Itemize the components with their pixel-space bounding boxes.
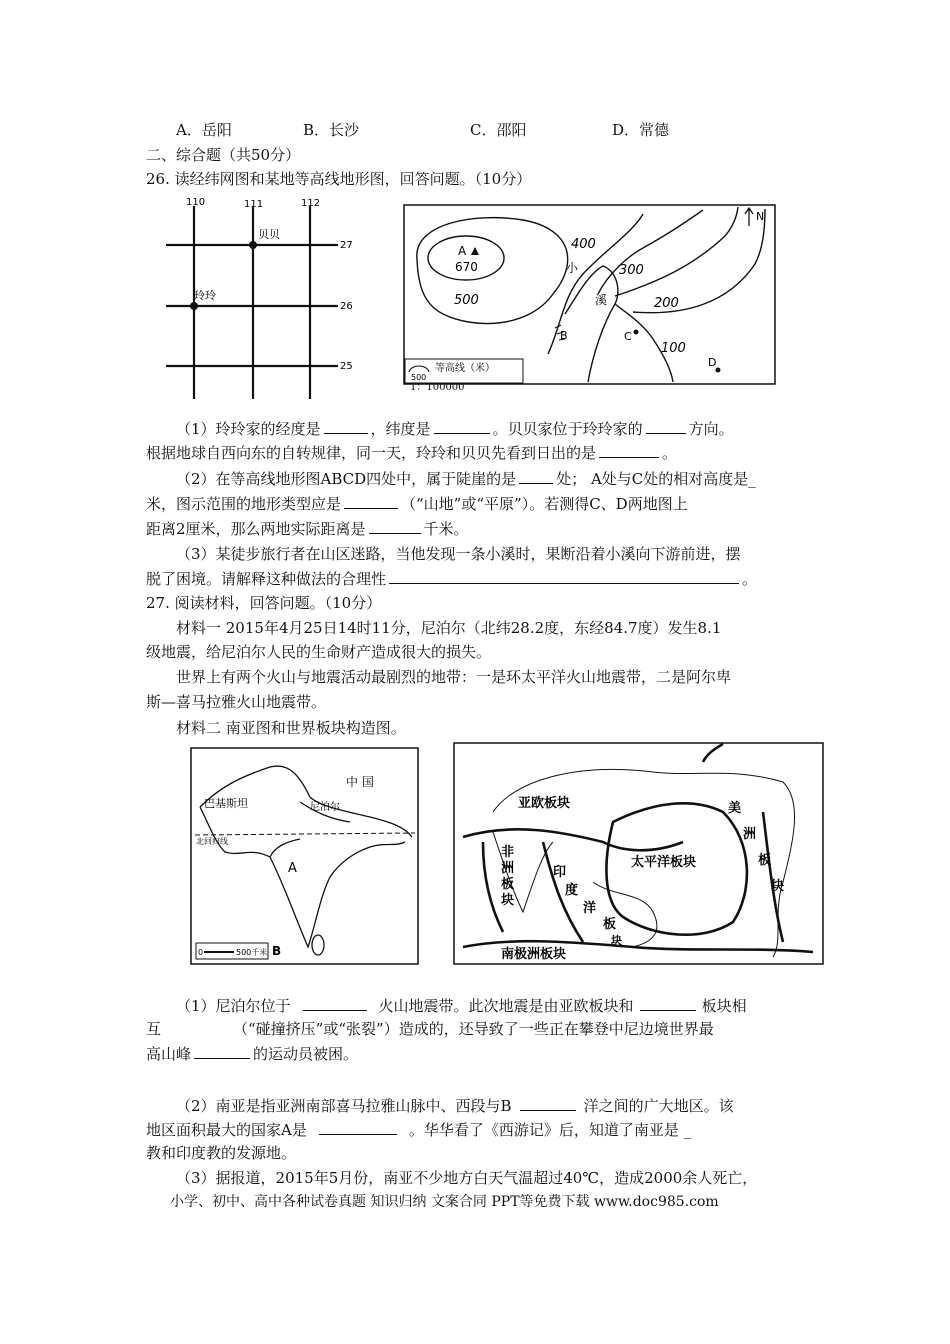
contour-500: 500: [454, 293, 479, 308]
label-america-3: 板: [758, 853, 772, 868]
label-africa-2: 洲: [501, 861, 515, 876]
beibei-label: 贝贝: [258, 228, 280, 241]
lat-label-25: 25: [340, 361, 353, 372]
q26-p2-line3: 距离2厘米，那么两地实际距离是 千米。: [146, 520, 469, 538]
label-a: A: [288, 861, 297, 876]
peak-letter: A: [458, 244, 467, 258]
label-india-2: 度: [565, 883, 579, 898]
q27-q2-line1: （2）南亚是指亚洲南部喜马拉雅山脉中、西段与B 洋之间的广大地区。该: [176, 1097, 734, 1115]
label-america-1: 美: [728, 801, 742, 816]
stream-label-2: 溪: [595, 293, 608, 307]
lat-label-27: 27: [340, 240, 353, 251]
label-africa-4: 块: [501, 893, 515, 908]
q27-q1-line2: 互 （“碰撞挤压”或“张裂”）造成的，还导致了一些正在攀登中尼边境世界最: [146, 1020, 714, 1038]
q27-m2: 材料二 南亚图和世界板块构造图。: [176, 719, 406, 737]
lon-label-112: 112: [301, 198, 321, 209]
scale-zero: 0: [198, 948, 204, 957]
point-c-dot: [634, 330, 639, 335]
q27-title: 27. 阅读材料，回答问题。（10分）: [146, 594, 382, 612]
option-b: B．长沙: [303, 121, 360, 139]
label-china: 中 国: [346, 775, 374, 789]
north-label: N: [756, 210, 765, 223]
contour-400: 400: [571, 237, 596, 252]
section-heading: 二、综合题（共50分）: [146, 146, 301, 164]
q26-p3-line2: 脱了困境。请解释这种做法的合理性 。: [146, 570, 758, 588]
q26-p1-line2: 根据地球自西向东的自转规律，同一天，玲玲和贝贝先看到日出的是 。: [146, 444, 678, 462]
world-plates-map: [453, 742, 825, 966]
lon-label-111: 111: [244, 199, 264, 210]
stream-label-1: 小: [566, 261, 579, 275]
label-africa-1: 非: [501, 845, 515, 860]
label-america-4: 块: [771, 879, 785, 894]
south-asia-map: [190, 747, 420, 967]
label-pacific-plate: 太平洋板块: [631, 855, 697, 870]
point-d: D: [708, 356, 717, 369]
q27-q3-line1: （3）据报道，2015年5月份，南亚不少地方白天气温超过40℃，造成2000余人死亡，: [176, 1169, 758, 1187]
q26-p1-line1: （1）玲玲家的经度是 ，纬度是 。贝贝家位于玲玲家的 方向。: [176, 420, 734, 438]
q26-p2-line1: （2）在等高线地形图ABCD四处中，属于陡崖的是 处； A处与C处的相对高度是_: [176, 470, 756, 488]
scale-label: 500千米: [236, 948, 268, 957]
footer: 小学、初中、高中各种试卷真题 知识归纳 文案合同 PPT等免费下载 www.doc985.com: [170, 1194, 719, 1210]
label-india-3: 洋: [583, 901, 597, 916]
label-india-5: 块: [611, 934, 622, 947]
label-india-1: 印: [553, 865, 567, 880]
q27-q1-line3: 高山峰 的运动员被困。: [146, 1045, 359, 1063]
option-d: D．常德: [612, 121, 670, 139]
option-c: C．邵阳: [470, 121, 527, 139]
label-tropic: 北回归线: [196, 837, 228, 846]
q27-q1-line1: （1）尼泊尔位于 火山地震带。此次地震是由亚欧板块和 板块相: [176, 997, 747, 1015]
point-c: C: [624, 330, 632, 343]
label-b: B: [272, 944, 282, 958]
contour-map: [403, 204, 777, 386]
beibei-point: [249, 241, 257, 249]
lingling-point: [190, 302, 198, 310]
q27-m1-line4: 斯—喜马拉雅火山地震带。: [146, 693, 327, 711]
lingling-label: 玲玲: [194, 289, 216, 302]
legend-text: 等高线（米）: [435, 363, 495, 374]
contour-200: 200: [654, 296, 679, 311]
option-a: A．岳阳: [176, 121, 232, 139]
q27-q2-line3: 教和印度教的发源地。: [146, 1144, 297, 1162]
q26-p3-line1: （3）某徒步旅行者在山区迷路，当他发现一条小溪时，果断沿着小溪向下游前进，摆: [176, 545, 741, 563]
q27-m1-line3: 世界上有两个火山与地震活动最剧烈的地带：一是环太平洋火山地震带，二是阿尔卑: [176, 668, 732, 686]
contour-300: 300: [619, 263, 644, 278]
peak-elevation: 670: [455, 260, 478, 274]
q27-q2-line2: 地区面积最大的国家A是 。华华看了《西游记》后，知道了南亚是 _: [146, 1121, 692, 1139]
label-antarctic-plate: 南极洲板块: [501, 947, 567, 962]
label-nepal: 尼泊尔: [310, 802, 340, 813]
q26-p2-line2: 米，图示范围的地形类型应是 （“山地”或“平原”）。若测得C、D两地图上: [146, 495, 688, 513]
label-pakistan: 巴基斯坦: [204, 797, 248, 810]
legend-symbol: 500: [411, 373, 427, 382]
label-eurasia-plate: 亚欧板块: [518, 796, 571, 811]
q27-m1-line1: 材料一 2015年4月25日14时11分，尼泊尔（北纬28.2度，东经84.7度）发生8.1: [176, 619, 722, 637]
contour-100: 100: [661, 341, 686, 356]
q27-m1-line2: 级地震，给尼泊尔人民的生命财产造成很大的损失。: [146, 643, 492, 661]
lat-label-26: 26: [340, 301, 353, 312]
label-africa-3: 板: [501, 877, 515, 892]
scale-text-visible: 1：100000: [410, 382, 465, 393]
latlon-grid-map: [160, 194, 370, 400]
lon-label-110: 110: [186, 197, 206, 208]
label-america-2: 洲: [743, 827, 757, 842]
point-b: B: [560, 329, 568, 342]
label-india-4: 板: [603, 917, 617, 932]
q26-title: 26. 读经纬网图和某地等高线地形图，回答问题。（10分）: [146, 170, 532, 188]
